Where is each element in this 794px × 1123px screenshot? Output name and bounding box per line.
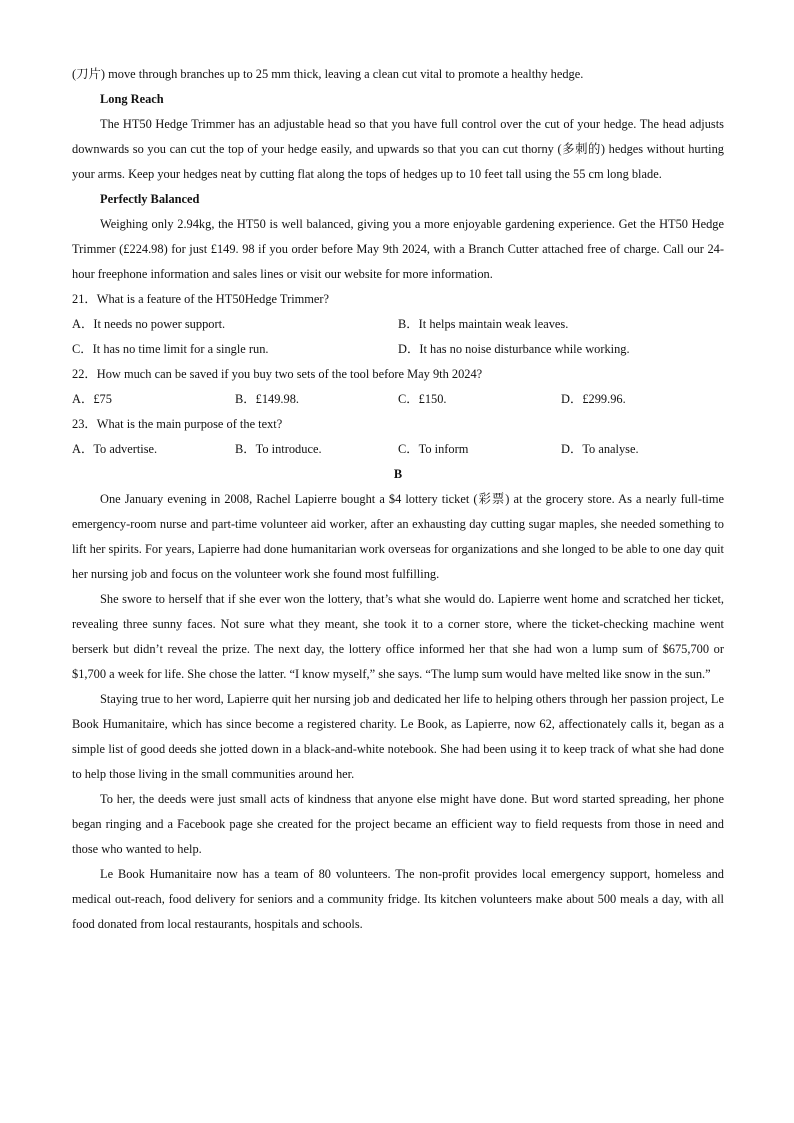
heading-perfectly-balanced: Perfectly Balanced [100, 192, 200, 206]
option-c: C．£150. [398, 392, 447, 406]
option-b: B．It helps maintain weak leaves. [398, 317, 569, 331]
paragraph-b2: She swore to herself that if she ever won the lottery, that’s what she would do. Lapierre went home and scratched her ticket, revealing three sunny faces. Not sure what they meant, she took it to a corner store, where the ticket-checking machine went berserk but didn’t reveal the prize. The next day, the lottery office informed her that she had won a lump sum of $675,700 or $1,700 a week for life. She chose the latter. “I know myself,” she says. “The lump sum would have melted like snow in the sun.” [72, 592, 724, 681]
paragraph-b3: Staying true to her word, Lapierre quit her nursing job and dedicated her life to helping others through her passion project, Le Book Humanitaire, which has since become a registered charity. Le Book, as Lapierre, now 62, affectionately calls it, began as a simple list of good deeds she jotted down in a black-and-white notebook. She had been using it to keep track of what she had done to help those living in the small communities around her. [72, 692, 724, 781]
document-page [72, 62, 724, 937]
question-stem: 23．What is the main purpose of the text? [72, 417, 283, 431]
option-row [72, 337, 724, 362]
option-row [72, 437, 724, 462]
heading-long-reach: Long Reach [100, 92, 164, 106]
option-c: C．It has no time limit for a single run. [72, 342, 269, 356]
paragraph-b5: Le Book Humanitaire now has a team of 80 volunteers. The non-profit provides local emergency support, homeless and medical out-reach, food delivery for seniors and a community fridge. Its kitchen volunteers make about 500 meals a day, with all food donated from local restaurants, hospitals and schools. [72, 867, 724, 931]
option-a: A．To advertise. [72, 442, 158, 456]
option-b: B．£149.98. [235, 392, 300, 406]
paragraph-long-reach: The HT50 Hedge Trimmer has an adjustable head so that you have full control over the cut of your hedge. The head adjusts downwards so you can cut the top of your hedge easily, and upwards so that you can cut thorny (多刺的) hedges without hurting your arms. Keep your hedges neat by cutting flat along the tops of hedges up to 10 feet tall using the 55 cm long blade. [72, 117, 724, 181]
section-b-heading: B [393, 467, 403, 481]
paragraph-balanced: Weighing only 2.94kg, the HT50 is well balanced, giving you a more enjoyable gardening experience. Get the HT50 Hedge Trimmer (£224.98) for just £149. 98 if you order before May 9th 2024, with a Branch Cutter attached free of charge. Call our 24-hour freephone information and sales lines or visit our website for more information. [72, 217, 724, 281]
paragraph-blades: (刀片) move through branches up to 25 mm thick, leaving a clean cut vital to promote a healthy hedge. [72, 67, 584, 81]
option-d: D．To analyse. [561, 442, 639, 456]
option-a: A．£75 [72, 392, 112, 406]
paragraph-b1: One January evening in 2008, Rachel Lapierre bought a $4 lottery ticket (彩票) at the grocery store. As a nearly full-time emergency-room nurse and part-time volunteer aid worker, after an exhausting day cutting sugar maples, she needed something to lift her spirits. For years, Lapierre had done humanitarian work overseas for organizations and she longed to be able to one day quit her nursing job and focus on the volunteer work she found most fulfilling. [72, 492, 724, 581]
option-c: C．To inform [398, 442, 469, 456]
option-a: A．It needs no power support. [72, 317, 226, 331]
option-b: B．To introduce. [235, 442, 322, 456]
question-22 [72, 362, 724, 412]
question-stem: 21．What is a feature of the HT50Hedge Trimmer? [72, 292, 330, 306]
question-21 [72, 287, 724, 362]
option-d: D．£299.96. [561, 392, 626, 406]
paragraph-b4: To her, the deeds were just small acts of kindness that anyone else might have done. But word started spreading, her phone began ringing and a Facebook page she created for the project became an efficient way to field requests from those in need and those who wanted to help. [72, 792, 724, 856]
option-row [72, 312, 724, 337]
question-stem: 22．How much can be saved if you buy two sets of the tool before May 9th 2024? [72, 367, 483, 381]
question-23 [72, 412, 724, 462]
option-row [72, 387, 724, 412]
option-d: D．It has no noise disturbance while working. [398, 342, 630, 356]
